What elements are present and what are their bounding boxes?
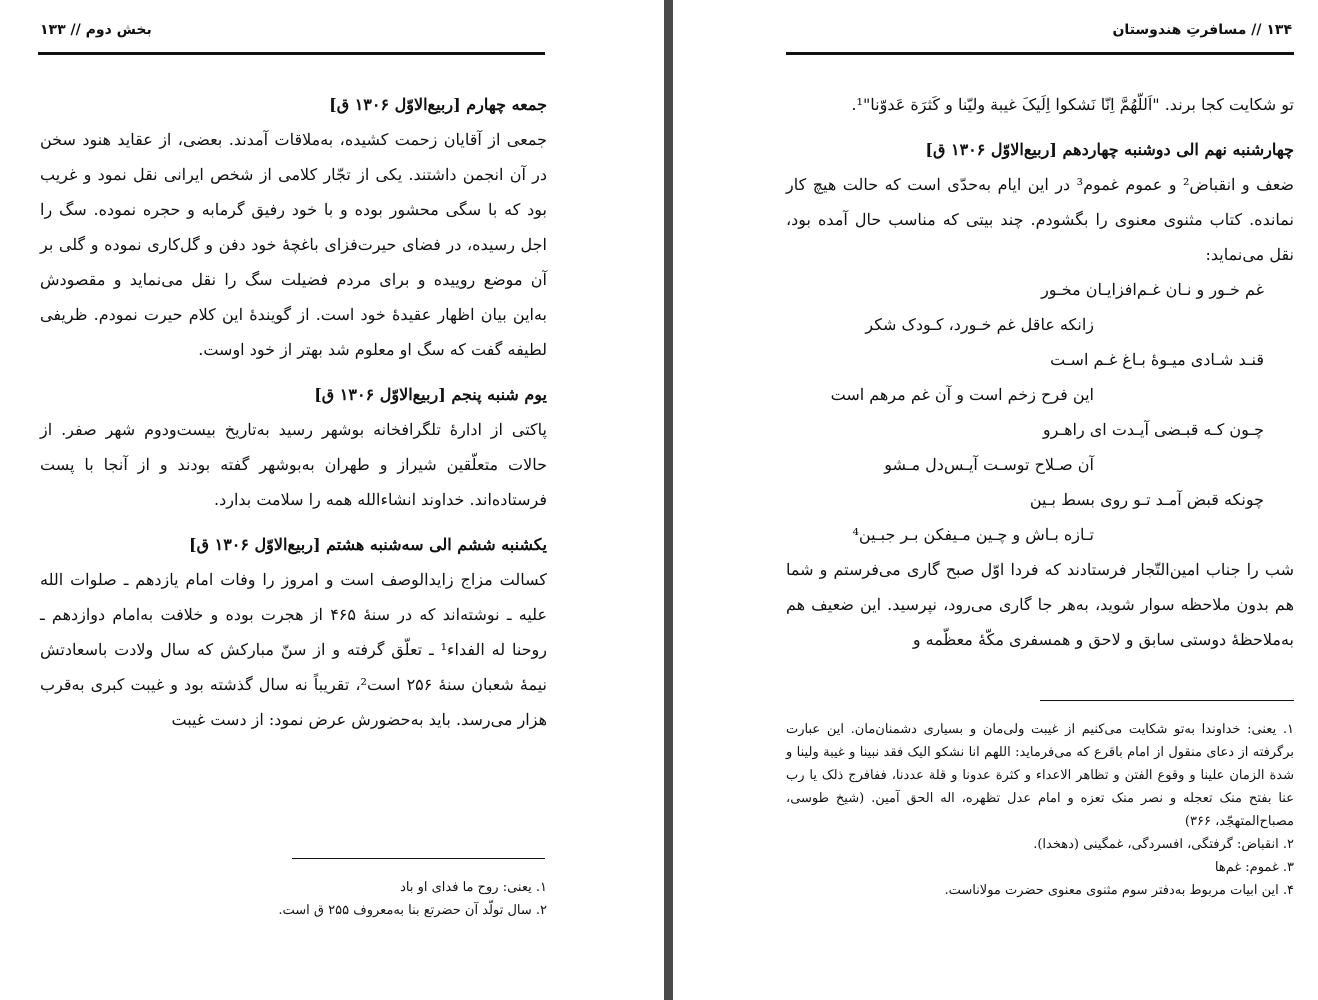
opening-line: تو شکایت کجا برند. "اَللّهُمَّ اِنّا نَشکوا اِلَیکَ غیبة ولیّنا و کَثرَة عَدوّنا"¹. <box>851 95 1294 114</box>
verse-hemistich: چـون کـه قبـضی آیـدت ای راهـرو <box>1042 420 1264 439</box>
entry-paragraph: جمعی از آقایان زحمت کشیده، به‌ملاقات آمدند. بعضی، از عقاید هنود سخن در آن انجمن داشتند. یکی از تجّار کلامی از شخص ایرانی نقل نمود و غریب بود که با سگی محشور بوده و با خود رفیق گرمابه و حجره نموده. سگ را اجل رسیده، در فضای حیرت‌فزای باغچهٔ خود دفن و گل‌کاری نموده و گلی بر آن موضع روییده و برای مردم فضیلت سگ را نقل می‌نماید و مقصودش به‌این بیان اظهار عقیدهٔ خود است. از گویندهٔ این کلام حیرت نمودم. ظریفی لطیفه گفت که سگ او معلوم شد بهتر از خود اوست. <box>40 130 548 359</box>
right-page <box>673 0 1318 1000</box>
right-body <box>786 87 1294 657</box>
verse-hemistich: آن صـلاح توسـت آیـس‌دل مـشو <box>884 455 1094 474</box>
verse-hemistich: زانکه عاقل غم خـورد، کـودک شکر <box>865 315 1094 334</box>
footnote: ۱. یعنی: روح ما فدای او باد <box>400 880 547 895</box>
verse-line <box>786 412 1294 447</box>
footnote-rule <box>292 858 545 859</box>
entry-paragraph: ضعف و انقباض² و عموم غموم³ در این ایام به‌حدّی است که حالت هیچ کار نمانده. کتاب مثنوی معنوی را بگشودم. چند بیتی که مناسب حال آمده بود، نقل می‌نماید: <box>786 175 1295 264</box>
header-rule <box>786 52 1294 55</box>
verse-line <box>786 447 1294 482</box>
header-rule <box>38 52 545 55</box>
entry-paragraph: شب را جناب امین‌التّجار فرستادند که فردا اوّل صبح گاری می‌فرستم و شما هم بدون ملاحظه سوار شوید، به‌هر جا گاری می‌رود، نپرسید. این ضعیف هم به‌ملاحظهٔ دوستی سابق و لاحق و همسفری مکّهٔ معظّمه و <box>786 560 1294 649</box>
entry-heading: چهارشنبه نهم الی دوشنبه چهاردهم [ربیع‌الاوّل ۱۳۰۶ ق] <box>925 140 1294 159</box>
verse-hemistich: چونکه قبض آمـد تـو روی بسط بـین <box>1029 490 1264 509</box>
verse-line <box>786 517 1294 552</box>
entry-heading: یوم شنبه پنجم [ربیع‌الاوّل ۱۳۰۶ ق] <box>314 385 547 404</box>
left-footnotes <box>40 876 547 922</box>
footnote: ۴. این ابیات مربوط به‌دفتر سوم مثنوی معنوی حضرت مولاناست. <box>944 883 1294 898</box>
verse-line <box>786 482 1294 517</box>
entry-heading: جمعه چهارم [ربیع‌الاوّل ۱۳۰۶ ق] <box>329 95 547 114</box>
footnote: ۲. سال تولّد آن حضرتع بنا به‌معروف ۲۵۵ ق است. <box>278 903 547 918</box>
verse-hemistich: قنـد شـادی میـوهٔ بـاغ غـم اسـت <box>1050 350 1264 369</box>
right-footnotes <box>786 718 1294 902</box>
entry-heading: یکشنبه ششم الی سه‌شنبه هشتم [ربیع‌الاوّل ۱۳۰۶ ق] <box>189 535 547 554</box>
left-body <box>40 87 547 737</box>
footnote: ۱. یعنی: خداوندا به‌تو شکایت می‌کنیم از غیبت ولی‌مان و بسیاری دشمنان‌مان. این عبارت برگرفته از دعای منقول از امام باقرع که می‌فرماید: اللهم انا نشکو الیک فقد نبینا و غیبة ولینا و شدة الزمان علینا و وقوع الفتن و تظاهر الاعداء و کثرة عدونا و قلة عددنا، ففافرج ذلک یا رب عنا بفتح منک تعجله و نصر منک تعزه و امام عدل تظهره، اله الحق آمین. (شیخ طوسی، مصباح‌المتهجّد، ۳۶۶) <box>786 722 1294 829</box>
entry-paragraph: پاکتی از ادارهٔ تلگرافخانه بوشهر رسید به‌تاریخ بیست‌ودوم شهر صفر. از حالات متعلّقین شیراز و طهران به‌بوشهر گفته بودند و از آنجا با پست فرستاده‌اند. خداوند انشاءالله همه را سلامت بدارد. <box>40 420 547 509</box>
entry-paragraph: کسالت مزاج زایدالوصف است و امروز را وفات امام یازدهم ـ صلوات الله علیه ـ نوشته‌اند که در سنهٔ ۴۶۵ از هجرت بوده و خلافت به‌امام دوازدهم ـ روحنا له الفداء¹ ـ تعلّق گرفته و از سنّ مبارکش که سال ولادت باسعادتش نیمهٔ شعبان سنهٔ ۲۵۶ است²، تقریباً نه سال گذشته بود و غیبت کبری به‌قرب هزار می‌رسد. باید به‌حضورش عرض نمود: از دست غیبت <box>40 570 548 729</box>
verse-hemistich: این فرح زخم است و آن غم مرهم است <box>830 385 1094 404</box>
verse-line <box>786 272 1294 307</box>
verse-block <box>786 272 1294 552</box>
running-head: ۱۳۴ // مسافرتِ هندوستان <box>1112 22 1292 38</box>
verse-line <box>786 342 1294 377</box>
verse-line <box>786 377 1294 412</box>
footnote: ۳. غموم: غم‌ها <box>1214 860 1294 875</box>
running-head: بخش دوم // ۱۳۳ <box>40 22 152 38</box>
page-divider <box>664 0 673 1000</box>
verse-line <box>786 307 1294 342</box>
verse-hemistich: تـازه بـاش و چـین مـیفکن بـر جبـین⁴ <box>852 525 1094 544</box>
verse-hemistich: غم خـور و نـان غـم‌افزایـان مخـور <box>1041 280 1264 299</box>
footnote-rule <box>1040 700 1294 701</box>
footnote: ۲. انقباض: گرفتگی، افسردگی، غمگینی (دهخدا). <box>1033 837 1294 852</box>
